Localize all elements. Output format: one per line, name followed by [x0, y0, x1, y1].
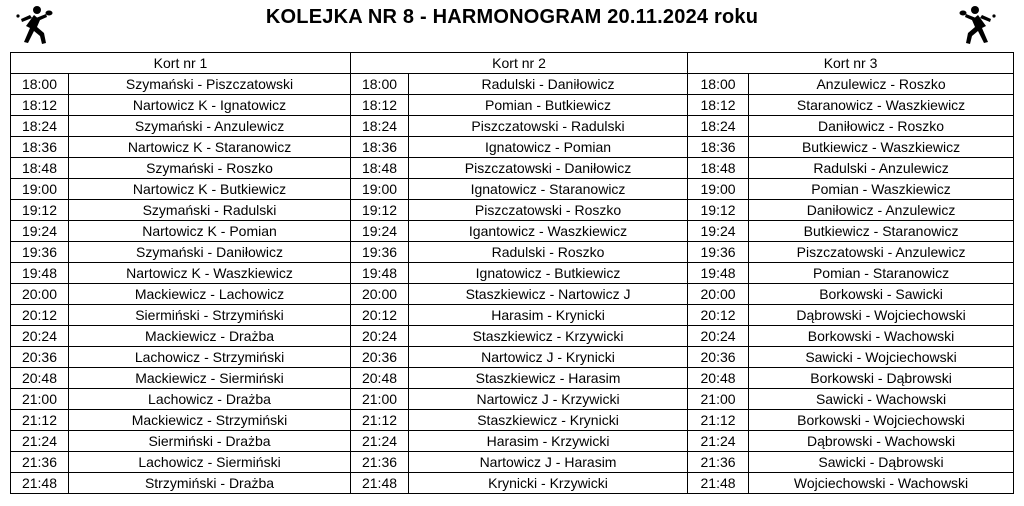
table-row — [11, 242, 1014, 263]
table-row — [11, 452, 1014, 473]
match-time: 21:36 — [351, 452, 409, 473]
match-time: 20:00 — [11, 284, 69, 305]
match-time: 21:48 — [11, 473, 69, 494]
match-pairing: Szymański - Daniłowicz — [69, 242, 351, 263]
match-pairing: Sawicki - Wachowski — [749, 389, 1014, 410]
match-pairing: Nartowicz K - Waszkiewicz — [69, 263, 351, 284]
match-time: 21:24 — [11, 431, 69, 452]
match-pairing: Siermiński - Strzymiński — [69, 305, 351, 326]
match-time: 19:00 — [688, 179, 749, 200]
match-time: 20:00 — [351, 284, 409, 305]
match-time: 18:48 — [11, 158, 69, 179]
match-pairing: Pomian - Staranowicz — [749, 263, 1014, 284]
match-time: 19:12 — [11, 200, 69, 221]
table-row — [11, 326, 1014, 347]
match-pairing: Sawicki - Wojciechowski — [749, 347, 1014, 368]
match-time: 19:36 — [351, 242, 409, 263]
match-pairing: Mackiewicz - Strzymiński — [69, 410, 351, 431]
page-title: KOLEJKA NR 8 - HARMONOGRAM 20.11.2024 roku — [265, 6, 759, 28]
match-time: 18:00 — [688, 74, 749, 95]
match-pairing: Dąbrowski - Wojciechowski — [749, 305, 1014, 326]
match-pairing: Nartowicz K - Butkiewicz — [69, 179, 351, 200]
match-time: 19:24 — [351, 221, 409, 242]
match-time: 18:12 — [688, 95, 749, 116]
match-time: 20:48 — [688, 368, 749, 389]
match-pairing: Piszczatowski - Radulski — [409, 116, 688, 137]
match-pairing: Dąbrowski - Wachowski — [749, 431, 1014, 452]
match-pairing: Borkowski - Dąbrowski — [749, 368, 1014, 389]
match-time: 21:00 — [351, 389, 409, 410]
match-time: 18:24 — [351, 116, 409, 137]
match-time: 19:00 — [351, 179, 409, 200]
match-pairing: Lachowicz - Strzymiński — [69, 347, 351, 368]
match-time: 18:36 — [11, 137, 69, 158]
match-time: 18:48 — [351, 158, 409, 179]
match-time: 19:12 — [351, 200, 409, 221]
match-time: 20:36 — [11, 347, 69, 368]
match-pairing: Butkiewicz - Waszkiewicz — [749, 137, 1014, 158]
table-row — [11, 473, 1014, 494]
match-pairing: Borkowski - Wojciechowski — [749, 410, 1014, 431]
match-time: 21:12 — [351, 410, 409, 431]
table-row — [11, 74, 1014, 95]
table-row — [11, 431, 1014, 452]
match-time: 18:48 — [688, 158, 749, 179]
match-pairing: Piszczatowski - Anzulewicz — [749, 242, 1014, 263]
match-time: 21:00 — [11, 389, 69, 410]
match-time: 21:00 — [688, 389, 749, 410]
match-pairing: Staranowicz - Waszkiewicz — [749, 95, 1014, 116]
match-pairing: Nartowicz K - Pomian — [69, 221, 351, 242]
table-row — [11, 347, 1014, 368]
match-time: 18:12 — [11, 95, 69, 116]
court-header-row — [11, 53, 1014, 74]
match-pairing: Butkiewicz - Staranowicz — [749, 221, 1014, 242]
table-row — [11, 284, 1014, 305]
match-time: 18:00 — [351, 74, 409, 95]
match-time: 19:12 — [688, 200, 749, 221]
match-time: 19:36 — [688, 242, 749, 263]
match-time: 20:24 — [688, 326, 749, 347]
table-row — [11, 221, 1014, 242]
match-time: 20:48 — [11, 368, 69, 389]
match-pairing: Krynicki - Krzywicki — [409, 473, 688, 494]
match-time: 19:48 — [351, 263, 409, 284]
schedule-table — [10, 52, 1014, 494]
match-time: 20:36 — [351, 347, 409, 368]
match-time: 19:00 — [11, 179, 69, 200]
match-pairing: Wojciechowski - Wachowski — [749, 473, 1014, 494]
match-time: 21:12 — [688, 410, 749, 431]
match-time: 19:48 — [688, 263, 749, 284]
match-pairing: Radulski - Daniłowicz — [409, 74, 688, 95]
match-time: 18:00 — [11, 74, 69, 95]
match-time: 18:36 — [351, 137, 409, 158]
table-row — [11, 263, 1014, 284]
match-pairing: Mackiewicz - Lachowicz — [69, 284, 351, 305]
match-time: 20:24 — [351, 326, 409, 347]
match-time: 20:12 — [688, 305, 749, 326]
match-pairing: Harasim - Krzywicki — [409, 431, 688, 452]
match-pairing: Sawicki - Dąbrowski — [749, 452, 1014, 473]
match-pairing: Ignatowicz - Pomian — [409, 137, 688, 158]
match-pairing: Mackiewicz - Drażba — [69, 326, 351, 347]
table-row — [11, 368, 1014, 389]
table-row — [11, 179, 1014, 200]
match-time: 21:24 — [688, 431, 749, 452]
match-pairing: Daniłowicz - Anzulewicz — [749, 200, 1014, 221]
match-time: 21:36 — [688, 452, 749, 473]
match-pairing: Staszkiewicz - Krynicki — [409, 410, 688, 431]
match-time: 20:48 — [351, 368, 409, 389]
table-row — [11, 200, 1014, 221]
match-pairing: Radulski - Roszko — [409, 242, 688, 263]
match-time: 19:48 — [11, 263, 69, 284]
match-pairing: Nartowicz J - Harasim — [409, 452, 688, 473]
table-row — [11, 137, 1014, 158]
match-pairing: Igantowicz - Waszkiewicz — [409, 221, 688, 242]
match-pairing: Lachowicz - Siermiński — [69, 452, 351, 473]
match-time: 21:12 — [11, 410, 69, 431]
match-pairing: Szymański - Anzulewicz — [69, 116, 351, 137]
match-time: 21:48 — [351, 473, 409, 494]
match-pairing: Szymański - Roszko — [69, 158, 351, 179]
match-pairing: Siermiński - Drażba — [69, 431, 351, 452]
match-pairing: Harasim - Krynicki — [409, 305, 688, 326]
match-time: 21:24 — [351, 431, 409, 452]
match-time: 19:24 — [11, 221, 69, 242]
match-time: 18:36 — [688, 137, 749, 158]
court-2-header: Kort nr 2 — [351, 53, 688, 74]
match-pairing: Borkowski - Wachowski — [749, 326, 1014, 347]
match-pairing: Lachowicz - Drażba — [69, 389, 351, 410]
match-pairing: Mackiewicz - Siermiński — [69, 368, 351, 389]
match-pairing: Nartowicz K - Ignatowicz — [69, 95, 351, 116]
match-pairing: Szymański - Radulski — [69, 200, 351, 221]
match-pairing: Borkowski - Sawicki — [749, 284, 1014, 305]
match-pairing: Nartowicz J - Krynicki — [409, 347, 688, 368]
match-pairing: Nartowicz K - Staranowicz — [69, 137, 351, 158]
match-pairing: Staszkiewicz - Nartowicz J — [409, 284, 688, 305]
match-time: 20:36 — [688, 347, 749, 368]
match-time: 20:12 — [11, 305, 69, 326]
match-time: 21:36 — [11, 452, 69, 473]
match-time: 19:36 — [11, 242, 69, 263]
match-pairing: Ignatowicz - Butkiewicz — [409, 263, 688, 284]
match-pairing: Staszkiewicz - Harasim — [409, 368, 688, 389]
match-time: 19:24 — [688, 221, 749, 242]
match-time: 18:12 — [351, 95, 409, 116]
court-3-header: Kort nr 3 — [688, 53, 1014, 74]
match-time: 20:24 — [11, 326, 69, 347]
match-pairing: Ignatowicz - Staranowicz — [409, 179, 688, 200]
match-pairing: Piszczatowski - Roszko — [409, 200, 688, 221]
table-row — [11, 116, 1014, 137]
match-pairing: Piszczatowski - Daniłowicz — [409, 158, 688, 179]
match-pairing: Pomian - Waszkiewicz — [749, 179, 1014, 200]
table-row — [11, 389, 1014, 410]
match-pairing: Daniłowicz - Roszko — [749, 116, 1014, 137]
match-pairing: Pomian - Butkiewicz — [409, 95, 688, 116]
match-pairing: Nartowicz J - Krzywicki — [409, 389, 688, 410]
match-time: 18:24 — [11, 116, 69, 137]
match-pairing: Radulski - Anzulewicz — [749, 158, 1014, 179]
match-time: 21:48 — [688, 473, 749, 494]
court-1-header: Kort nr 1 — [11, 53, 351, 74]
match-pairing: Anzulewicz - Roszko — [749, 74, 1014, 95]
match-time: 20:00 — [688, 284, 749, 305]
table-row — [11, 158, 1014, 179]
table-row — [11, 410, 1014, 431]
match-time: 18:24 — [688, 116, 749, 137]
table-tennis-player-icon — [958, 4, 1002, 46]
table-row — [11, 95, 1014, 116]
match-pairing: Szymański - Piszczatowski — [69, 74, 351, 95]
table-row — [11, 305, 1014, 326]
match-pairing: Staszkiewicz - Krzywicki — [409, 326, 688, 347]
match-time: 20:12 — [351, 305, 409, 326]
match-pairing: Strzymiński - Drażba — [69, 473, 351, 494]
